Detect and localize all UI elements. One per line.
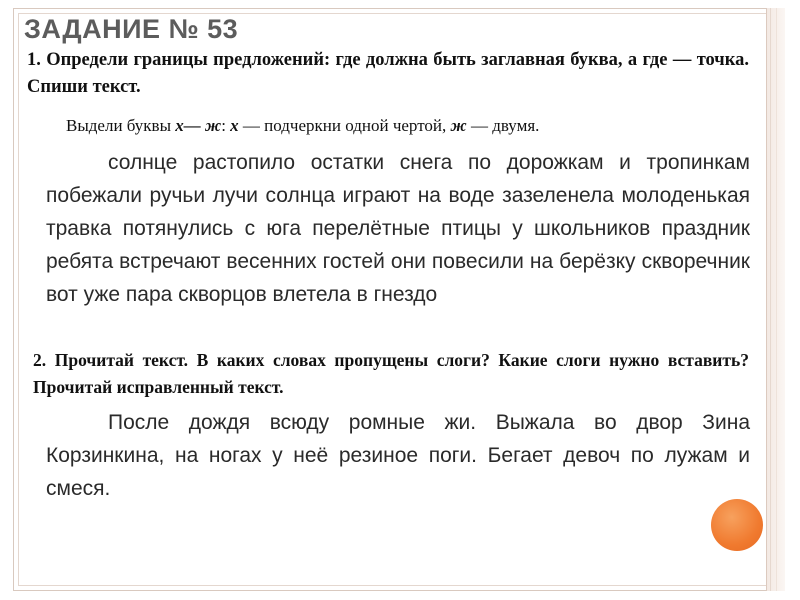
- decorative-right-band: [766, 8, 785, 591]
- note-middle: — подчеркни одной чертой,: [238, 116, 451, 135]
- note-letter-x: х: [175, 116, 184, 135]
- note-letter-x-2: х: [230, 116, 239, 135]
- note-colon: :: [221, 116, 231, 135]
- task1-note: [66, 116, 539, 136]
- task2-heading: 2. Прочитай текст. В каких словах пропущены слоги? Какие слоги нужно вставить? Прочитай исправленный текст.: [33, 350, 749, 397]
- note-end: — двумя.: [466, 116, 540, 135]
- orange-circle-decoration: [711, 499, 763, 551]
- task2-text: После дождя всюду ромные жи. Выжала во двор Зина Корзинкина, на ногах у неё резиное поги. Бегает девоч по лужам и смеся.: [46, 411, 750, 500]
- note-letter-zh: ж: [205, 116, 222, 135]
- task1-heading: 1. Определи границы предложений: где должна быть заглавная буква, а где — точка. Спиши текст.: [27, 50, 749, 97]
- page-title: ЗАДАНИЕ № 53: [24, 14, 239, 44]
- note-dash: —: [183, 116, 205, 135]
- task1-text: солнце растопило остатки снега по дорожкам и тропинкам побежали ручьи лучи солнца играют на воде зазеленела молоденькая травка потянулись с юга перелётные птицы у школьников праздник ребята встречают весенних гостей они повесили на берёзку скворечник вот уже пара скворцов влетела в гнездо: [46, 151, 750, 306]
- note-letter-zh-2: ж: [450, 116, 467, 135]
- note-prefix: Выдели буквы: [66, 116, 176, 135]
